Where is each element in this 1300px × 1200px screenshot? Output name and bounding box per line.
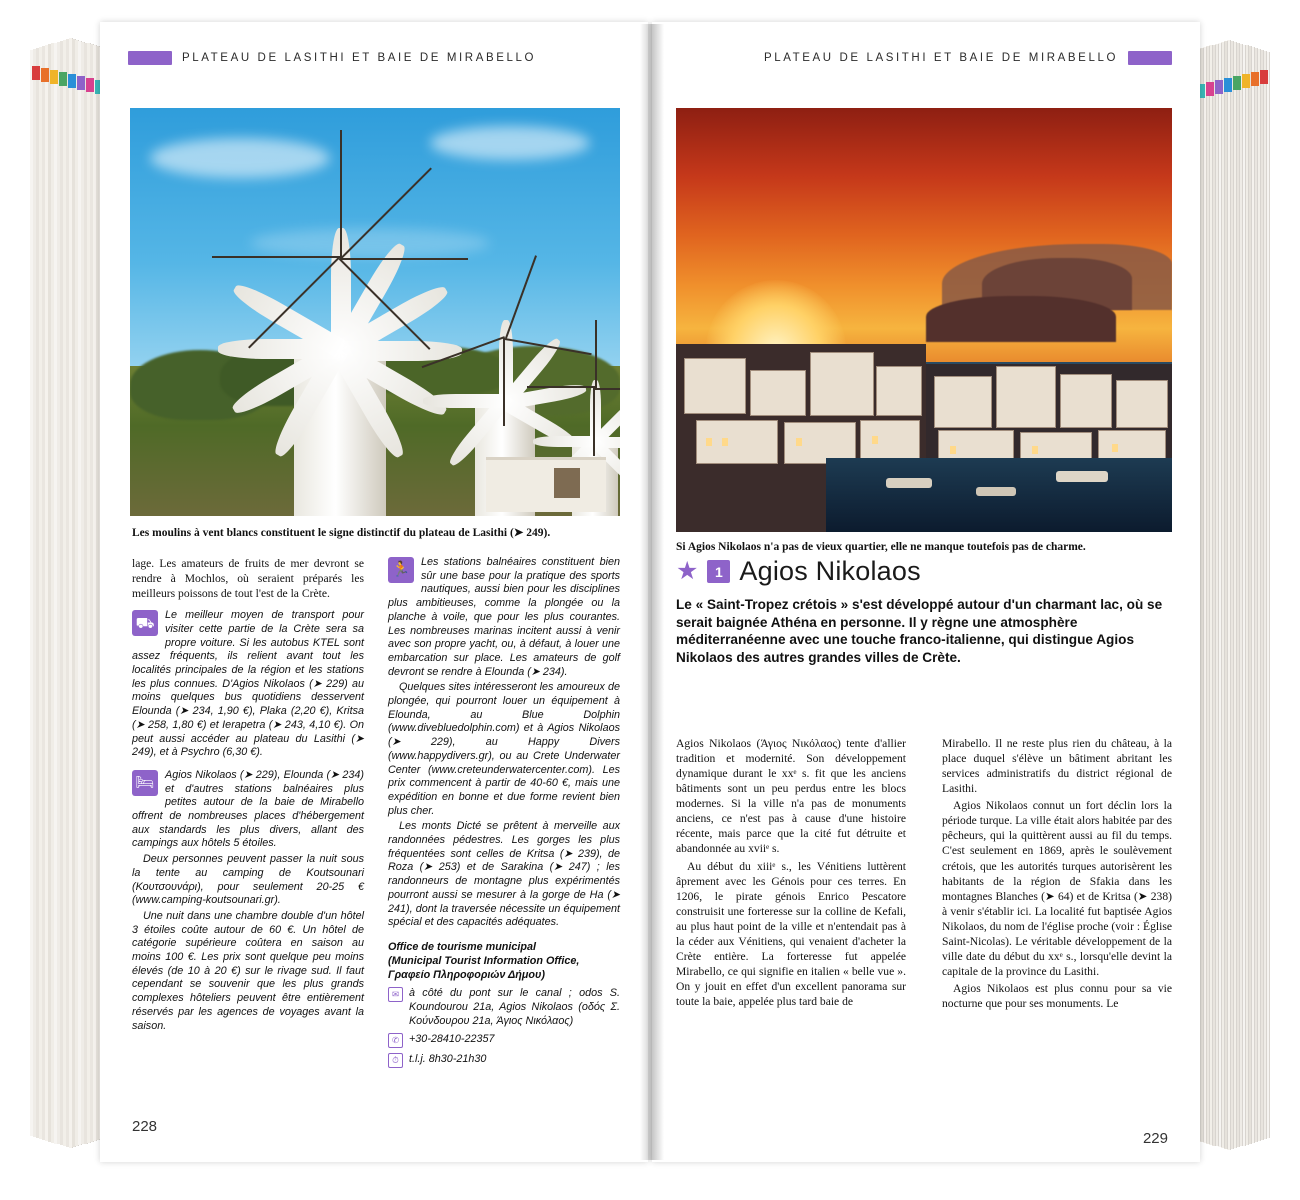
lodging-text-1: Agios Nikolaos (➤ 229), Elounda (➤ 234) et d'autres stations balnéaires plus petites autour de la baie de Mirabello offrent de nombreuses places d'hébergement aux standards les plus divers, allant des campings aux hôtels 5 étoiles.: [132, 768, 364, 850]
right-column-2: [942, 736, 1172, 1013]
running-head-right-text: PLATEAU DE LASITHI ET BAIE DE MIRABELLO: [763, 52, 1118, 64]
right-col2-p1: Mirabello. Il ne reste plus rien du château, à la place duquel s'élève un bâtiment abritant les services administratifs du district régional de Lasithi.: [942, 737, 1172, 796]
office-address-row: [388, 986, 620, 1028]
left-col1-intro: lage. Les amateurs de fruits de mer devront se rendre à Mochlos, où seraient préparés les meilleurs poissons de tout l'est de la Crète.: [132, 557, 364, 601]
photo-caption-left: Les moulins à vent blancs constituent le signe distinctif du plateau de Lasithi (➤ 249).: [132, 527, 551, 539]
activities-text-3: Les monts Dicté se prêtent à merveille aux randonnées pédestres. Les gorges les plus fréquentées sont celles de Kritsa (➤ 239), de Roza (➤ 253) et de Sarakina (➤ 247) ; les randonneurs de montagne plus expérimentés pourront aussi se mesurer à la gorge de Ha (➤ 241), dont la traversée nécessite un équipement spécial et des capacités adéquates.: [388, 820, 620, 929]
right-column-1: [676, 736, 906, 1011]
office-address: à côté du pont sur le canal ; odos S. Koundourou 21a, Agios Nikolaos (οδός Σ. Κούνδουρου 21a, Άγιος Νικόλαος): [409, 987, 620, 1028]
running-head-left-text: PLATEAU DE LASITHI ET BAIE DE MIRABELLO: [182, 52, 537, 64]
windmill-large: [225, 258, 455, 516]
edge-color-tab: [77, 76, 85, 90]
edge-color-tab: [41, 68, 49, 82]
page-title: Agios Nikolaos: [739, 556, 921, 586]
edge-color-tab: [1215, 80, 1223, 94]
map-marker-number: 1: [707, 560, 730, 583]
running-head-left: [128, 46, 536, 70]
edge-color-tab: [1242, 74, 1250, 88]
cloud: [150, 138, 330, 178]
chapter-color-tab: [128, 51, 172, 65]
boat: [886, 478, 932, 488]
transport-text: Le meilleur moyen de transport pour visiter cette partie de la Crète sera sa propre voiture. Si les autobus KTEL sont assez fréquents, ils relient avant tout les localités principales de la région et les stations les plus connues. D'Agios Nikolaos (➤ 229) au moins quelques bus quotidiens desservent Elounda (➤ 234, 1,90 €), Plaka (2,20 €), Kritsa (➤ 258, 1,80 €) et Ierapetra (➤ 243, 4,10 €). On peut aussi accéder au plateau du Lasithi (➤ 249), et à Psychro (6,30 €).: [132, 609, 364, 759]
cloud: [250, 228, 490, 258]
boat: [1056, 471, 1108, 482]
star-icon: ★: [676, 558, 699, 585]
transport-icon: ⛟: [132, 610, 158, 636]
info-block-activities: [388, 556, 620, 930]
folio-right: 229: [1142, 1130, 1168, 1147]
door: [554, 468, 580, 498]
right-col1-p1: Agios Nikolaos (Άγιος Νικόλαος) tente d'allier tradition et modernité. Son développement dynamique durant le xxᵉ s. fit que les anciens bâtiments sont un peu perdus entre les blocs modernes. Si la ville n'a pas de monuments anciens, ce n'est pas à cause d'une histoire récente, mais parce que la cité fut détruite et abandonnée au xviiᵉ s.: [676, 737, 906, 856]
phone-icon: ✆: [388, 1033, 403, 1048]
photo-windmills-lasithi-plateau: [130, 108, 620, 516]
boat: [976, 487, 1016, 496]
photo-agios-nikolaos-harbour-sunset: [676, 108, 1172, 532]
office-hours-row: [388, 1052, 620, 1068]
edge-color-tab: [59, 72, 67, 86]
office-title-line1: Office de tourisme municipal: [388, 940, 536, 953]
section-heading: [676, 556, 1172, 587]
hill-town: [926, 296, 1116, 342]
activities-text-2: Quelques sites intéresseront les amoureux de plongée, qui pourront louer un équipement à Elounda, au Blue Dolphin (www.divebluedolphin.com) et à Agios Nikolaos (➤ 229), au Happy Divers (www.happydivers.gr), ou au Crete Underwater Center (www.creteunderwatercenter.com). Les prix commencent à partir de 40-60 €, mais une expédition en bonne et due forme revient bien plus cher.: [388, 681, 620, 817]
chapter-color-tab: [1128, 51, 1172, 65]
office-phone-row[interactable]: [388, 1032, 620, 1048]
envelope-icon: ✉: [388, 987, 403, 1002]
info-block-transport: [132, 609, 364, 760]
edge-color-tab: [1206, 82, 1214, 96]
right-col2-p3: Agios Nikolaos est plus connu pour sa vie nocturne que pour ses monuments. Le: [942, 982, 1172, 1011]
info-block-lodging: [132, 769, 364, 1033]
activities-icon: 🏃: [388, 557, 414, 583]
edge-color-tab: [1251, 72, 1259, 86]
edge-color-tab: [32, 66, 40, 80]
edge-color-tab: [1233, 76, 1241, 90]
lodging-text-2: Deux personnes peuvent passer la nuit sous la tente au camping de Koutsounari (Κουτσουνάρι), pour seulement 20-25 € (www.camping-koutsounari.gr).: [132, 853, 364, 907]
edge-color-tab: [68, 74, 76, 88]
left-column-1: [132, 556, 364, 1042]
running-head-right: [764, 46, 1172, 70]
lodging-text-3: Une nuit dans une chambre double d'un hôtel 3 étoiles coûte autour de 60 €. Un hôtel de catégorie supérieure coûtera en saison au moins 100 €. Les prix sont quelque peu moins élevés (de 10 à 20 €) sur le rivage sud. Il faut cependant se souvenir que les plus grands complexes hôteliers peuvent être entièrement réservés par les agences de voyages avant la saison.: [132, 909, 364, 1032]
photo-caption-right: Si Agios Nikolaos n'a pas de vieux quartier, elle ne manque toutefois pas de charme.: [676, 541, 1086, 553]
tourist-office-block: [388, 940, 620, 1068]
book-gutter-shadow: [640, 24, 664, 1160]
office-title-line3: Γραφείο Πληροφοριών Δήμου): [388, 969, 545, 982]
edge-color-tab: [86, 78, 94, 92]
lodging-icon: 🛏: [132, 770, 158, 796]
activities-text-1: Les stations balnéaires constituent bien sûr une base pour la pratique des sports nautiques, aussi bien pour les disciplines plus ambitieuses, comme la plongée ou la planche à voile, que pour les plus courantes. Les nombreuses marinas incitent aussi à venir avec son propre yacht, ou, à défaut, à louer une embarcation sur place. Les amateurs de golf devront se rendre à Elounda (➤ 234).: [388, 556, 620, 678]
office-phone: +30-28410-22357: [409, 1033, 495, 1046]
office-hours: t.l.j. 8h30-21h30: [409, 1053, 487, 1066]
edge-color-tab: [1260, 70, 1268, 84]
right-col1-p2: Au début du xiiiᵉ s., les Vénitiens luttèrent âprement avec les Génois pour ces terres. En 1206, le pirate génois Enrico Pescatore construisit une forteresse sur la colline de Kefali, au plus haut point de la ville et n'entendait pas à la céder aux Vénitiens, qui venaient d'acheter la Crète entière. La forteresse fut appelée Mirabello, ce qui signifie en italien « belle vue ». On y jouit en effet d'un excellent panorama sur toute la baie, appelée plus tard baie de: [676, 859, 906, 1009]
folio-left: 228: [132, 1118, 158, 1135]
right-col2-p2: Agios Nikolaos connut un fort déclin lors la période turque. La ville était alors habitée par des pêcheurs, qui la quittèrent aussi au fil du temps. C'est seulement en 1869, après le soulèvement crétois, que les autorités turques autorisèrent les habitants de la région de Sfakia dans les montagnes Blanches (➤ 64) et de Kritsa (➤ 238) à venir s'établir ici. La localité fut baptisée Agios Nikolaos, du nom de l'église proche (voir : Église Saint-Nicolas). Le véritable développement de la ville date du début du xxᵉ s., lorsqu'elle devint la capitale de la province du Lasithi.: [942, 799, 1172, 978]
cloud: [430, 126, 590, 160]
left-column-2: [388, 556, 620, 1072]
office-title-line2: (Municipal Tourist Information Office,: [388, 955, 580, 968]
clock-icon: ⏱: [388, 1053, 403, 1068]
section-lead-paragraph: Le « Saint-Tropez crétois » s'est développé autour d'un charmant lac, où se serait baignée Athéna en personne. Il y règne une atmosphère méditerranéenne avec une touche franco-italienne, qui distingue Agios Nikolaos des autres grandes villes de Crète.: [676, 597, 1163, 666]
building: [486, 457, 606, 512]
edge-color-tab: [50, 70, 58, 84]
edge-color-tab: [1224, 78, 1232, 92]
